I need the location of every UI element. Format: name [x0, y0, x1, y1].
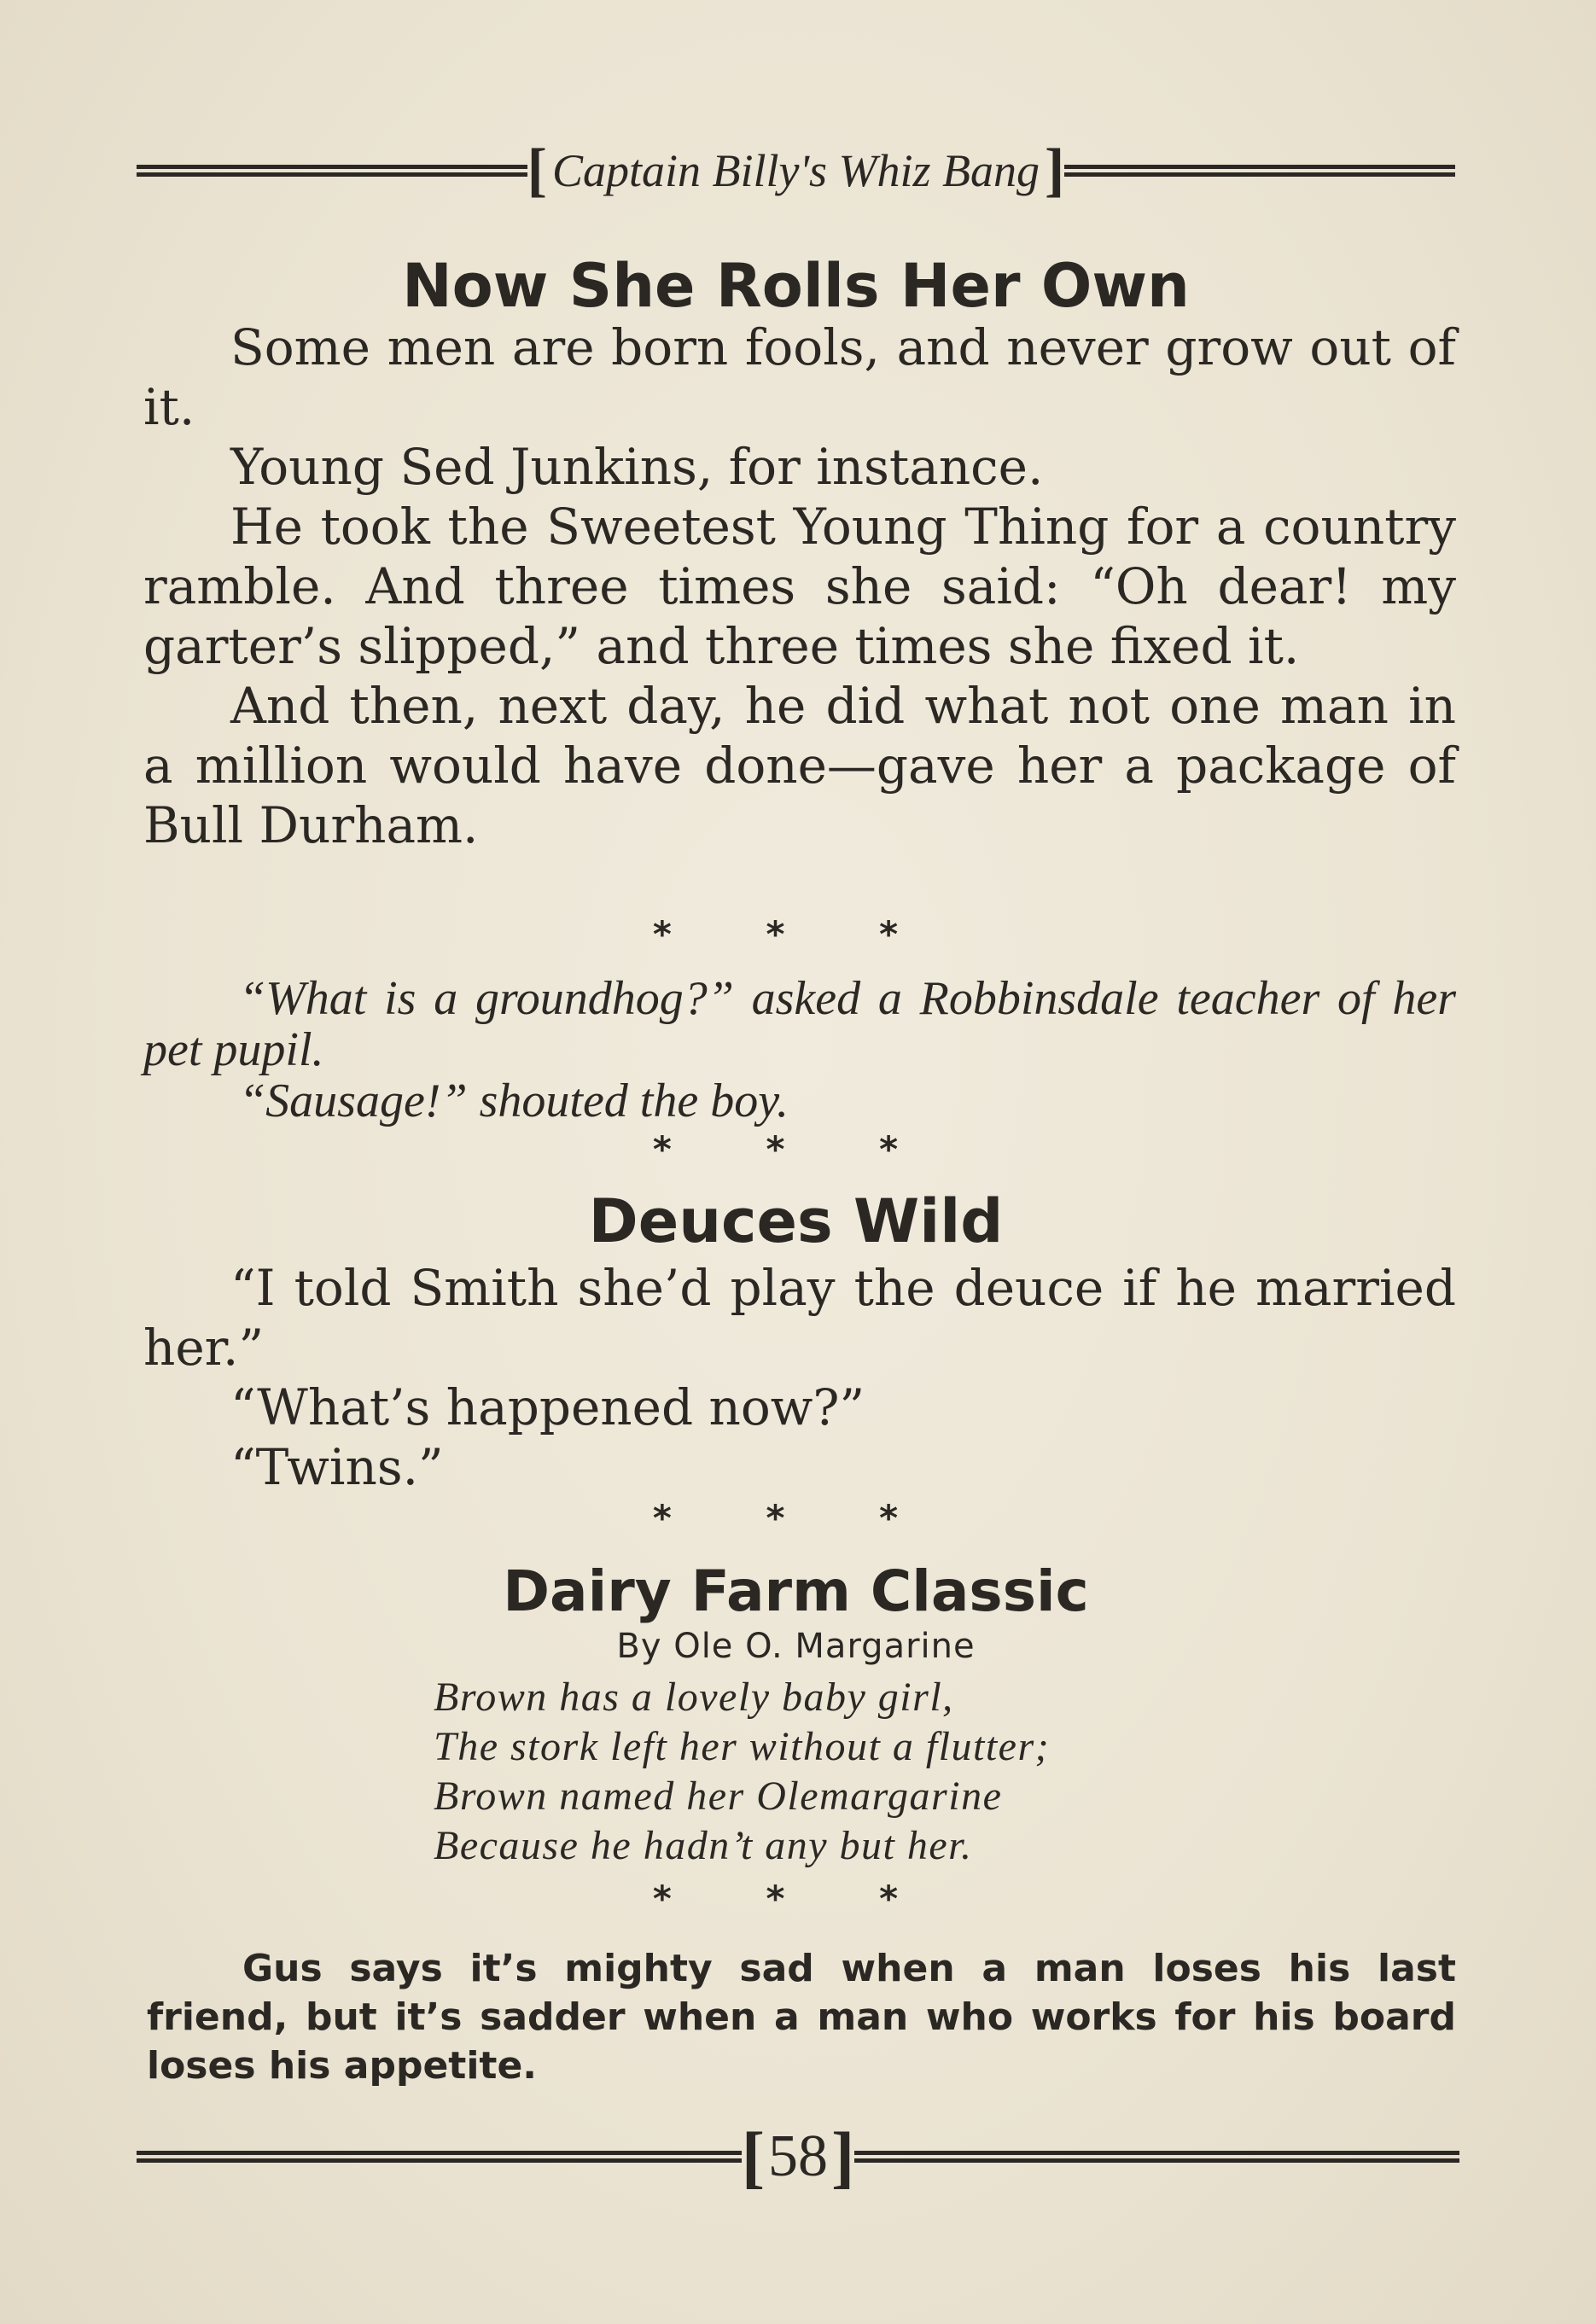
paragraph: Gus says it’s mighty sad when a man loses his last friend, but it’s sadder when a man who works for his board loses his appetite. [147, 1947, 1456, 2088]
paragraph: Young Sed Junkins, for instance. [230, 438, 1044, 496]
section-separator: * * * [652, 1878, 940, 1919]
joke-line: “What is a groundhog?” asked a Robbinsdale teacher of her pet pupil. [143, 972, 1456, 1076]
poem-line: Because he hadn’t any but her. [434, 1823, 973, 1868]
header-rule-left [137, 165, 527, 177]
paragraph: “Twins.” [230, 1438, 444, 1496]
section-separator: * * * [652, 913, 940, 955]
publication-title: Captain Billy's Whiz Bang [551, 145, 1040, 196]
story-body [143, 1258, 1456, 1497]
footer-open-bracket: [ [741, 2117, 765, 2195]
header-close-bracket: ] [1045, 137, 1065, 203]
section-separator: * * * [652, 1497, 940, 1539]
paragraph: He took the Sweetest Young Thing for a country ramble. And three times she said: “Oh dear! my garter’s slipped,” and three times she fixed it. [143, 498, 1456, 675]
story-title: Now She Rolls Her Own [402, 251, 1190, 321]
footer-rule-right [854, 2151, 1459, 2163]
paragraph: Some men are born fools, and never grow out of it. [143, 318, 1456, 436]
story-title: Deuces Wild [588, 1186, 1004, 1256]
poem [434, 1673, 1287, 1871]
page-number: 58 [768, 2123, 828, 2189]
paragraph: “What’s happened now?” [230, 1378, 865, 1436]
poem-line: The stork left her without a flutter; [434, 1724, 1051, 1769]
joke-line: “Sausage!” shouted the boy. [239, 1075, 789, 1127]
paragraph: And then, next day, he did what not one man in a million would have done—gave her a package of Bull Durham. [143, 677, 1456, 854]
footer-rule-left [137, 2151, 742, 2163]
header-rule-right [1064, 165, 1455, 177]
poem-line: Brown named her Olemargarine [434, 1774, 1003, 1819]
story-body [143, 317, 1456, 855]
poem-line: Brown has a lovely baby girl, [434, 1675, 954, 1720]
poem-byline: By Ole O. Margarine [616, 1627, 976, 1666]
page-footer [137, 2110, 1459, 2204]
section-separator: * * * [652, 1128, 940, 1170]
header-open-bracket: [ [527, 137, 547, 203]
poem-title: Dairy Farm Classic [503, 1558, 1089, 1624]
running-head [137, 128, 1455, 213]
closing-paragraph [147, 1944, 1456, 2090]
joke-body [143, 973, 1456, 1127]
paragraph: “I told Smith she’d play the deuce if he married her.” [143, 1259, 1456, 1377]
footer-close-bracket: ] [831, 2117, 855, 2195]
